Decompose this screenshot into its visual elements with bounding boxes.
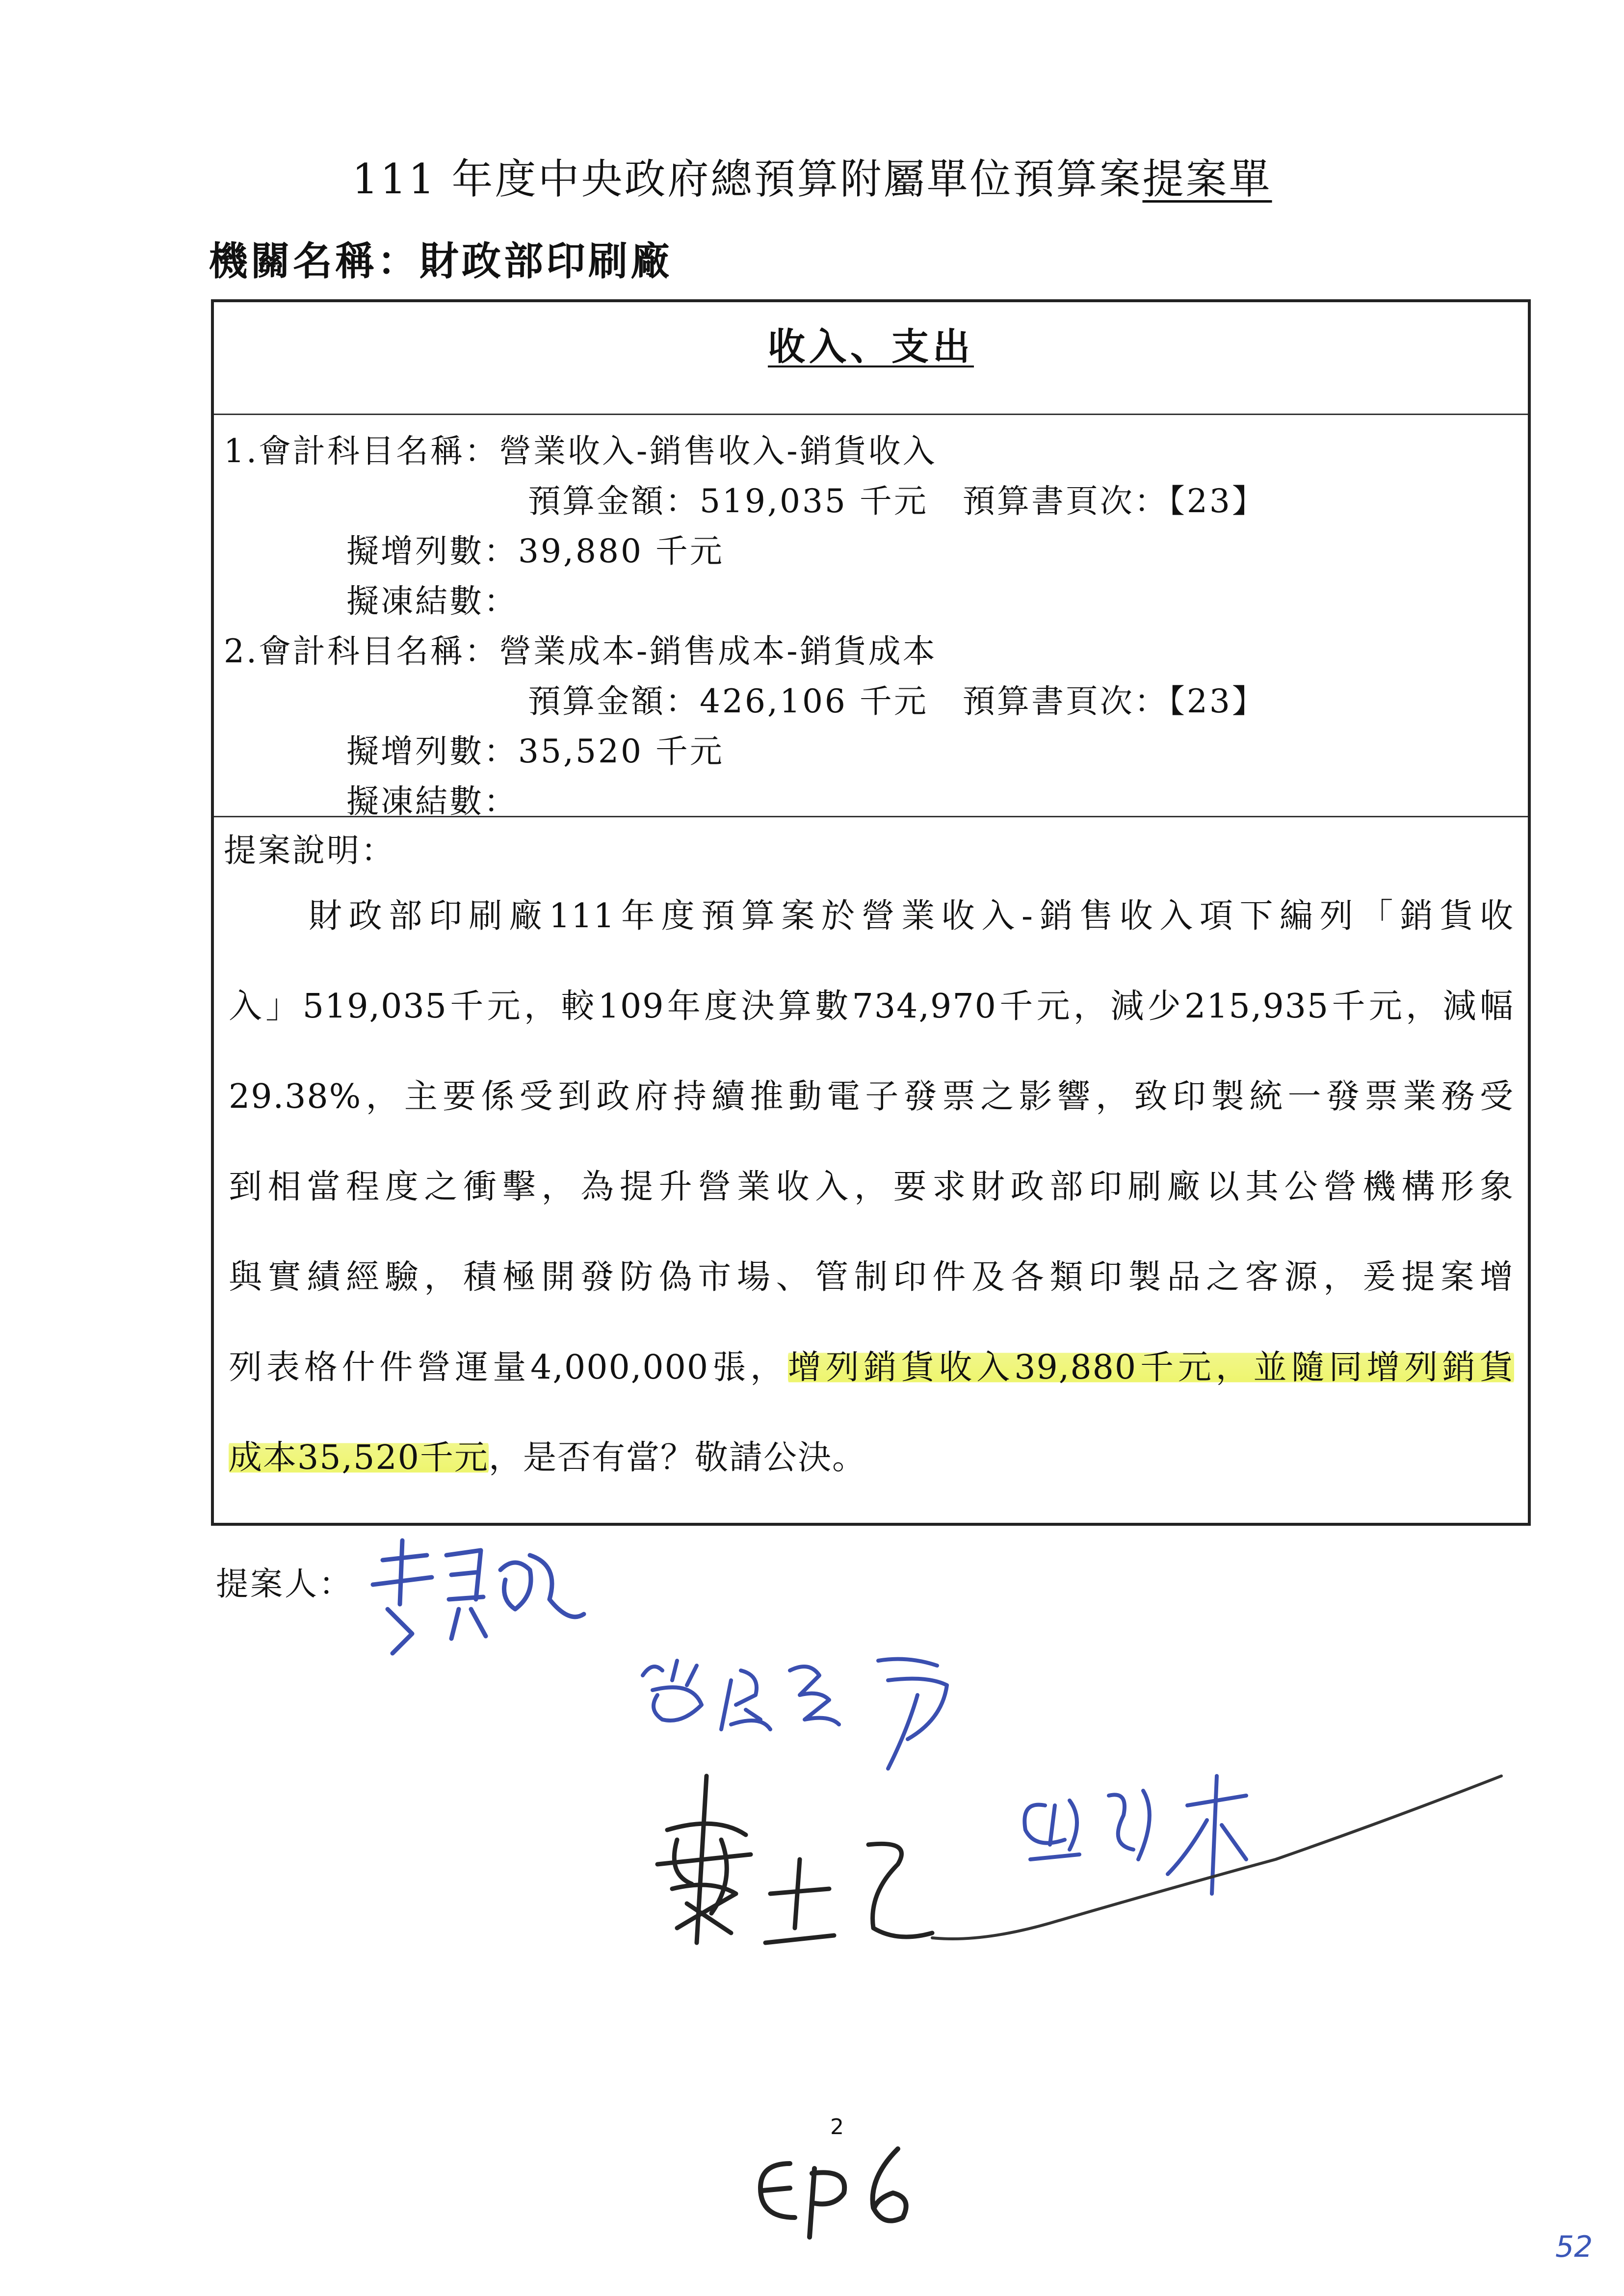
- table-heading-row: [214, 302, 1528, 415]
- description-line: 與實績經驗，積極開發防偽市場、管制印件及各類印製品之客源，爰提案增: [229, 1258, 1514, 1297]
- description-line-6: [229, 1323, 1514, 1413]
- signature-3-image: [638, 1766, 942, 1962]
- description-row: [214, 817, 1528, 1524]
- handwritten-page-mark-image: [746, 2134, 932, 2242]
- accounting-items-row: [214, 415, 1528, 820]
- corner-number: 52: [1555, 2230, 1593, 2264]
- item-2-budget: 預算金額：426,106 千元 預算書頁次：【23】: [528, 682, 1266, 720]
- proposer-label: 提案人：: [216, 1565, 353, 1603]
- description-line: 財政部印刷廠111年度預算案於營業收入-銷售收入項下編列「銷貨收: [229, 897, 1514, 936]
- description-line-7-text: ，是否有當？敬請公決。: [488, 1438, 866, 1477]
- highlighted-text: 增列銷貨收入39,880千元，並隨同增列銷貨: [787, 1348, 1515, 1387]
- item-2-subject: 2.會計科目名稱：營業成本-銷售成本-銷貨成本: [224, 632, 937, 670]
- description-line-6-text: 列表格什件營運量4,000,000張，: [229, 1348, 788, 1387]
- description-line-7: [229, 1413, 1514, 1503]
- page-number: 2: [830, 2114, 844, 2139]
- agency-name: 機關名稱：財政部印刷廠: [209, 238, 673, 284]
- description-paragraph: [229, 871, 1514, 1503]
- description-label: 提案說明：: [224, 832, 395, 869]
- table-heading: 收入、支出: [768, 325, 974, 368]
- description-line: 29.38%，主要係受到政府持續推動電子發票之影響，致印製統一發票業務受: [229, 1077, 1514, 1116]
- item-1-subject: 1.會計科目名稱：營業收入-銷售收入-銷貨收入: [224, 432, 937, 470]
- signature-4-image: [922, 1747, 1511, 1972]
- item-2-freeze: 擬凍結數：: [346, 783, 518, 820]
- item-1-freeze: 擬凍結數：: [346, 582, 518, 620]
- proposal-table: [211, 299, 1531, 1526]
- item-1-increase: 擬增列數：39,880 千元: [346, 532, 724, 570]
- item-2-increase: 擬增列數：35,520 千元: [346, 732, 724, 770]
- highlighted-text: 成本35,520千元: [229, 1438, 489, 1477]
- title-main: 111 年度中央政府總預算附屬單位預算案: [352, 155, 1143, 203]
- document-title: [0, 146, 1624, 206]
- signature-1-image: [353, 1526, 589, 1673]
- item-1-budget: 預算金額：519,035 千元 預算書頁次：【23】: [528, 482, 1266, 520]
- description-line: 入」519,035千元，較109年度決算數734,970千元，減少215,935千元，減幅: [229, 987, 1514, 1026]
- description-line: 到相當程度之衝擊，為提升營業收入，要求財政部印刷廠以其公營機構形象: [229, 1168, 1514, 1206]
- title-underlined: 提案單: [1142, 155, 1272, 203]
